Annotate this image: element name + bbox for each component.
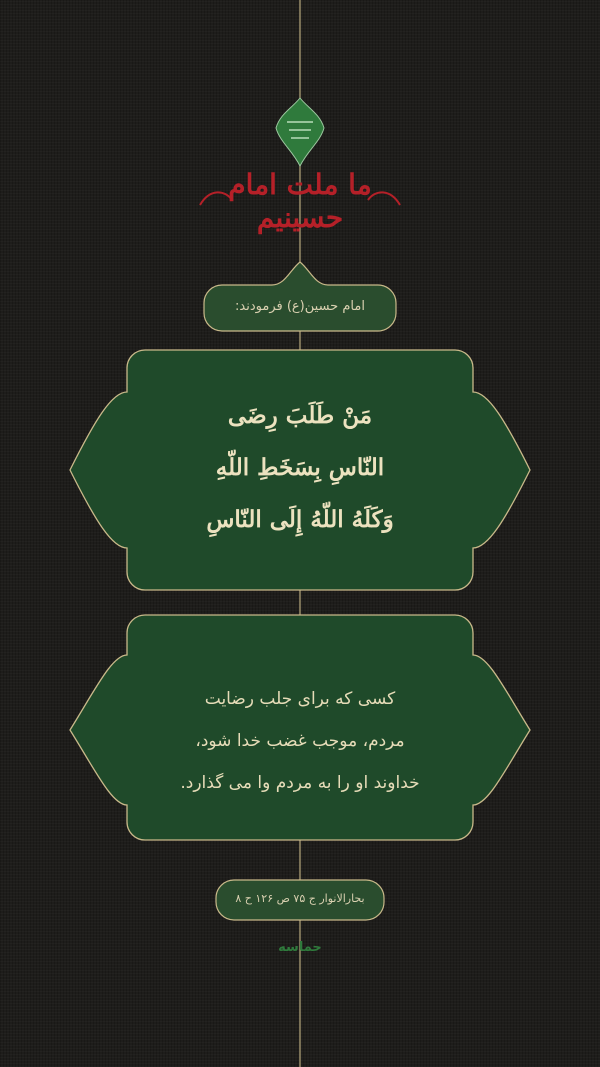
intro-frame	[204, 262, 396, 331]
persian-line: کسی که برای جلب رضایت	[204, 689, 396, 709]
arabic-hadith	[150, 390, 450, 546]
persian-line: مردم، موجب غضب خدا شود،	[195, 731, 405, 751]
arabic-line: مَنْ طَلَبَ رِضَى	[227, 402, 373, 429]
intro-text: امام حسین(ع) فرمودند:	[235, 299, 365, 314]
arabic-line: وَكَلَهُ اللّهُ إِلَى النّاسِ	[206, 506, 394, 533]
signature-logo: حماسه	[278, 940, 322, 955]
arabic-line: النّاسِ بِسَخَطِ اللّهِ	[215, 454, 385, 481]
persian-translation	[150, 678, 450, 804]
logo-title: ما ملت امام حسینیم	[228, 168, 372, 234]
calligraphy-emblem-icon	[276, 98, 324, 166]
source-citation: بحارالانوار ج ۷۵ ص ۱۲۶ ح ۸	[235, 892, 365, 905]
persian-line: خداوند او را به مردم وا می گذارد.	[180, 773, 420, 793]
